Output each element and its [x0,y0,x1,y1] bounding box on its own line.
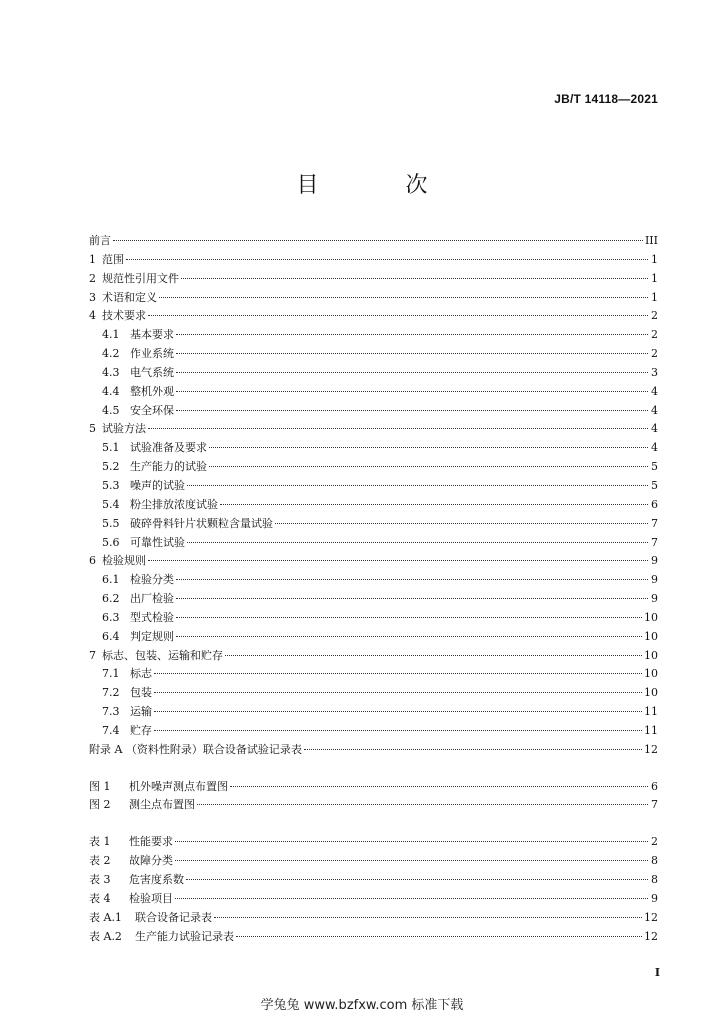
toc-entry-number: 7 [89,648,96,662]
toc-entry[interactable] [89,345,658,364]
toc-entry-label: 故障分类 [129,854,173,868]
toc-entry-number: 表 A.2 [89,929,122,943]
dot-leader [187,542,648,543]
toc-entry-number: 7.3 [102,705,120,719]
toc-entry-page: 9 [651,891,658,905]
toc-entry[interactable] [89,534,658,553]
toc-entry[interactable] [89,571,658,590]
dot-leader [175,860,648,861]
toc-entry-page: 10 [644,667,658,681]
toc-entry-number: 5.4 [102,497,120,511]
toc-entry-number: 4.3 [102,365,120,379]
toc-entry[interactable] [89,909,658,928]
page-title: 目 次 [296,173,468,198]
toc-entry[interactable] [89,364,658,383]
toc-entry[interactable] [89,307,658,326]
toc-figures [89,778,658,816]
dot-leader [148,315,648,316]
toc-entry-label: 可靠性试验 [130,535,185,549]
toc-entry-label: 安全环保 [130,403,174,417]
toc-entry-number: 7.2 [102,686,120,700]
doc-code: JB/T 14118—2021 [554,92,658,106]
toc-entry-number: 5 [89,422,96,436]
dot-leader [154,730,642,731]
toc-entry-page: 9 [651,573,658,587]
toc-entry[interactable] [89,270,658,289]
toc-entry-label: 出厂检验 [130,592,174,606]
toc-entry-page: 4 [651,441,658,455]
toc-entry-label: 试验方法 [102,422,146,436]
toc-entry-page: 12 [644,910,658,924]
toc-entry-page: 7 [651,798,658,812]
toc-entry-label: 机外噪声测点布置图 [129,779,228,793]
toc-entry[interactable] [89,665,658,684]
toc-entry-number: 2 [89,271,96,285]
toc-entry[interactable] [89,684,658,703]
toc-entry-number: 5.6 [102,535,120,549]
toc-entry-number: 表 A.1 [89,910,122,924]
toc-entry-number: 4.5 [102,403,120,417]
toc-entry-page: 2 [651,835,658,849]
toc-entry-label: 附录 A （资料性附录）联合设备试验记录表 [89,742,302,756]
toc-entry-label: 生产能力的试验 [130,460,207,474]
toc-tables [89,833,658,946]
dot-leader [181,278,648,279]
toc-entry-page: 8 [651,854,658,868]
toc-entry-number: 图 1 [89,779,111,793]
dot-leader [225,655,642,656]
toc-entry-number: 6.3 [102,610,120,624]
toc-entry-label: 标志、包装、运输和贮存 [102,648,223,662]
toc-entry-page: 2 [651,347,658,361]
toc-entry-page: 10 [644,629,658,643]
toc-entry-label: 生产能力试验记录表 [135,929,234,943]
dot-leader [148,428,648,429]
toc-entry[interactable] [89,402,658,421]
toc-entry-page: 2 [651,328,658,342]
toc-entry-page: 7 [651,535,658,549]
toc-entry-label: 测尘点布置图 [129,798,195,812]
toc-entry-page: 4 [651,422,658,436]
dot-leader [176,636,642,637]
toc-entry-page: 3 [651,365,658,379]
dot-leader [176,617,642,618]
toc-entry-page: 5 [651,478,658,492]
toc-entry[interactable] [89,289,658,308]
toc-entry-page: 12 [644,742,658,756]
toc-entry-number: 4.2 [102,347,120,361]
toc-entry-label: 作业系统 [130,347,174,361]
dot-leader [154,711,642,712]
toc-entry[interactable] [89,232,658,251]
toc-entry-label: 电气系统 [130,365,174,379]
toc-entry-label: 试验准备及要求 [130,441,207,455]
toc-entry[interactable] [89,871,658,890]
toc-entry[interactable] [89,326,658,345]
toc-entry-page: 10 [644,648,658,662]
toc-entry-number: 表 3 [89,873,111,886]
table-of-contents [89,232,658,946]
dot-leader [275,523,648,524]
toc-entry[interactable] [89,890,658,909]
toc-entry-label: 范围 [102,252,124,266]
toc-entry[interactable] [89,928,658,947]
toc-entry-page: 6 [651,779,658,793]
toc-entry[interactable] [89,496,658,515]
toc-entry-label: 检验规则 [102,554,146,568]
dot-leader [214,917,642,918]
dot-leader [176,391,648,392]
dot-leader [187,485,648,486]
toc-entry[interactable] [89,590,658,609]
dot-leader [176,372,648,373]
dot-leader [176,579,648,580]
toc-entry-label: 性能要求 [129,835,173,849]
dot-leader [304,749,642,750]
toc-entry[interactable] [89,852,658,871]
toc-entry-number: 5.2 [102,460,120,474]
toc-entry-label: 检验项目 [129,891,173,905]
toc-entry-page: 5 [651,460,658,474]
toc-entry-page: 4 [651,403,658,417]
toc-entry-label: 包装 [130,686,152,700]
toc-entry-page: III [644,234,658,247]
toc-entry-label: 检验分类 [130,573,174,587]
toc-entry[interactable] [89,628,658,647]
toc-entry-page: 9 [651,554,658,568]
toc-entry[interactable] [89,833,658,852]
dot-leader [126,259,648,260]
toc-entry-page: 7 [651,516,658,530]
toc-entry-label: 基本要求 [130,328,174,342]
toc-entry-number: 6.2 [102,592,120,606]
toc-entry[interactable] [89,439,658,458]
toc-entry-number: 6 [89,554,96,568]
toc-entry-label: 运输 [130,705,152,719]
dot-leader [148,560,648,561]
toc-entry-label: 术语和定义 [102,290,157,304]
footer-watermark: 学兔兔 www.bzfxw.com 标准下载 [260,998,464,1013]
toc-entry-label: 联合设备记录表 [135,910,212,924]
toc-entry[interactable] [89,703,658,722]
dot-leader [197,804,648,805]
toc-entry[interactable] [89,741,658,760]
toc-entry-number: 7.4 [102,723,120,737]
toc-entry-label: 噪声的试验 [130,478,185,492]
dot-leader [154,692,642,693]
toc-entry[interactable] [89,778,658,797]
toc-entry-label: 规范性引用文件 [102,271,179,285]
toc-entry-number: 4 [89,309,96,323]
dot-leader [230,786,648,787]
toc-entry-number: 表 2 [89,854,111,868]
toc-entry-page: 9 [651,592,658,606]
dot-leader [176,598,648,599]
dot-leader [176,353,648,354]
dot-leader [236,936,642,937]
toc-entry-page: 10 [644,686,658,700]
toc-entry-page: 12 [644,929,658,943]
toc-entry-label: 前言 [89,234,111,247]
toc-sections [89,232,658,760]
toc-entry-page: 11 [644,723,658,737]
toc-entry-number: 5.1 [102,441,120,455]
toc-entry[interactable] [89,458,658,477]
dot-leader [186,879,648,880]
toc-entry-page: 1 [651,252,658,266]
toc-entry-label: 型式检验 [130,610,174,624]
toc-entry-number: 图 2 [89,798,111,812]
toc-entry-page: 8 [651,873,658,886]
dot-leader [209,447,648,448]
toc-entry[interactable] [89,383,658,402]
toc-entry-label: 粉尘排放浓度试验 [130,497,218,511]
toc-entry-number: 3 [89,290,96,304]
dot-leader [176,410,648,411]
dot-leader [159,297,648,298]
toc-entry-label: 整机外观 [130,384,174,398]
dot-leader [209,466,648,467]
toc-entry[interactable] [89,722,658,741]
toc-entry-number: 1 [89,252,96,266]
toc-entry-number: 5.3 [102,478,120,492]
dot-leader [154,673,642,674]
toc-entry-number: 表 4 [89,891,111,905]
toc-entry-number: 4.1 [102,328,120,342]
toc-entry-number: 7.1 [102,667,120,681]
dot-leader [220,504,648,505]
toc-entry-label: 技术要求 [102,309,146,323]
toc-entry-page: 6 [651,497,658,511]
toc-entry-page: 1 [651,290,658,304]
dot-leader [176,334,648,335]
toc-entry-page: 4 [651,384,658,398]
dot-leader [175,898,648,899]
toc-entry-number: 6.4 [102,629,120,643]
toc-entry-label: 贮存 [130,723,152,737]
toc-entry-number: 表 1 [89,835,111,849]
dot-leader [175,841,648,842]
toc-entry-number: 5.5 [102,516,120,530]
toc-entry-page: 1 [651,271,658,285]
toc-entry[interactable] [89,515,658,534]
toc-entry-number: 4.4 [102,384,120,398]
toc-entry-label: 危害度系数 [129,873,184,886]
dot-leader [113,240,643,241]
toc-entry-page: 2 [651,309,658,323]
toc-entry[interactable] [89,609,658,628]
toc-entry-number: 6.1 [102,573,120,587]
toc-entry-page: 10 [644,610,658,624]
toc-entry[interactable] [89,251,658,270]
toc-entry[interactable] [89,647,658,666]
toc-entry[interactable] [89,477,658,496]
toc-entry-page: 11 [644,705,658,719]
toc-entry[interactable] [89,552,658,571]
toc-entry[interactable] [89,796,658,815]
toc-entry-label: 标志 [130,667,152,681]
toc-entry-label: 判定规则 [130,629,174,643]
page-number: I [654,966,660,979]
toc-entry[interactable] [89,420,658,439]
toc-entry-label: 破碎骨料针片状颗粒含量试验 [130,516,273,530]
